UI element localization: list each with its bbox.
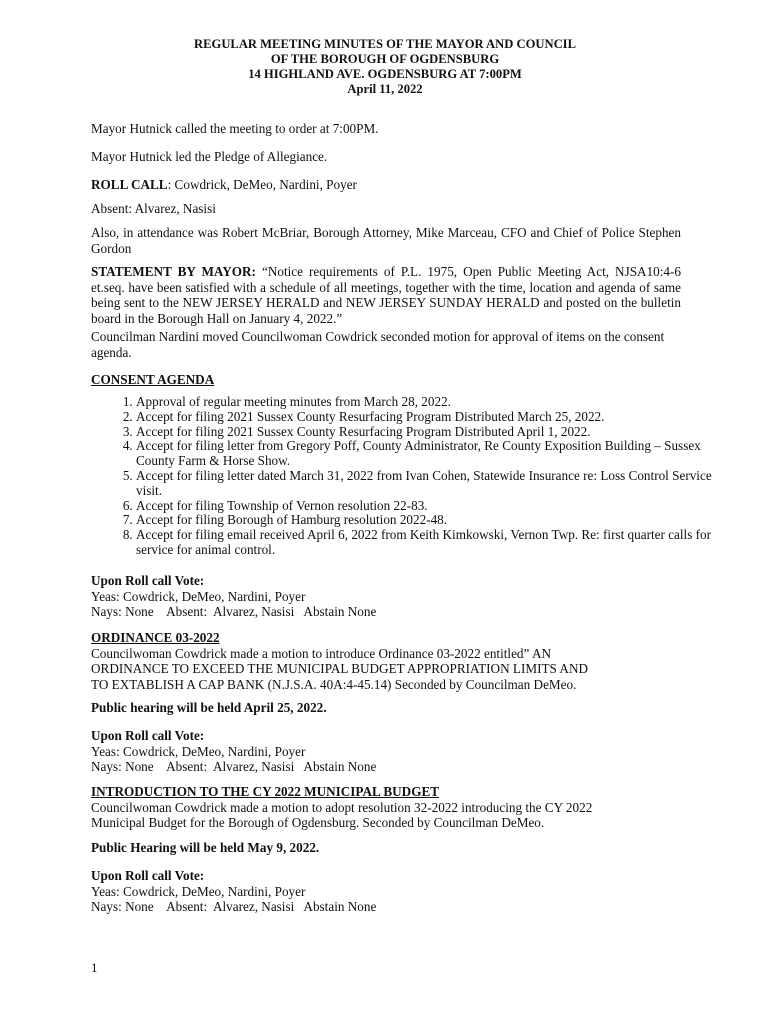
vote-label: Upon Roll call Vote: (91, 573, 205, 588)
ordinance-heading: ORDINANCE 03-2022 (91, 630, 220, 645)
ordinance-hearing: Public hearing will be held April 25, 2022. (91, 700, 327, 715)
roll-call-vote (91, 868, 681, 915)
pledge: Mayor Hutnick led the Pledge of Allegiance. (91, 149, 328, 164)
header-title: REGULAR MEETING MINUTES OF THE MAYOR AND COUNCIL (194, 37, 576, 51)
list-item: 6. Accept for filing Township of Vernon resolution 22-83. (136, 499, 726, 514)
budget-hearing: Public Hearing will be held May 9, 2022. (91, 840, 320, 855)
header-borough: OF THE BOROUGH OF OGDENSBURG (270, 52, 500, 66)
minutes-header (0, 37, 770, 97)
vote-label: Upon Roll call Vote: (91, 728, 205, 743)
header-date: April 11, 2022 (347, 82, 423, 96)
list-item: 7. Accept for filing Borough of Hamburg resolution 2022-48. (136, 513, 726, 528)
list-item: 3. Accept for filing 2021 Sussex County Resurfacing Program Distributed April 1, 2022. (136, 425, 726, 440)
vote-nays: Nays: None Absent: Alvarez, Nasisi Abstain None (91, 604, 377, 619)
page-number: 1 (91, 960, 98, 975)
call-to-order: Mayor Hutnick called the meeting to order at 7:00PM. (91, 121, 379, 136)
consent-agenda-list (91, 395, 726, 558)
consent-agenda-heading: CONSENT AGENDA (91, 372, 215, 387)
budget-section (91, 784, 681, 831)
list-item: 5. Accept for filing letter dated March 31, 2022 from Ivan Cohen, Statewide Insurance re: Loss Control Service visit. (136, 469, 726, 499)
list-item: 8. Accept for filing email received April 6, 2022 from Keith Kimkowski, Vernon Twp. Re: first quarter calls for service for animal control. (136, 528, 726, 558)
roll-call-label: ROLL CALL (91, 177, 168, 192)
mayor-statement-text: “Notice requirements of P.L. 1975, Open Public Meeting Act, NJSA10:4-6 et.seq. have been satisfied with a schedule of all meetings, together with the time, location and agenda of same being sent to the NEW JERSEY HERALD and NEW JERSEY SUNDAY HERALD and posted on the bulletin board in the Borough Hall on January 4, 2022.” (91, 264, 681, 326)
header-location: 14 HIGHLAND AVE. OGDENSBURG AT 7:00PM (248, 67, 522, 81)
roll-call-vote (91, 728, 681, 775)
mayor-statement (91, 264, 681, 326)
list-item: 4. Accept for filing letter from Gregory Poff, County Administrator, Re County Exposition Building – Sussex County Farm & Horse Show. (136, 439, 726, 469)
roll-call-vote (91, 573, 681, 620)
budget-heading: INTRODUCTION TO THE CY 2022 MUNICIPAL BUDGET (91, 784, 440, 799)
vote-yeas: Yeas: Cowdrick, DeMeo, Nardini, Poyer (91, 883, 306, 899)
roll-call (91, 177, 681, 193)
vote-nays: Nays: None Absent: Alvarez, Nasisi Abstain None (91, 759, 377, 774)
ordinance-text-line: ORDINANCE TO EXCEED THE MUNICIPAL BUDGET APPROPRIATION LIMITS AND (91, 661, 588, 676)
ordinance-text-line: Councilwoman Cowdrick made a motion to introduce Ordinance 03-2022 entitled” AN (91, 645, 551, 661)
vote-yeas: Yeas: Cowdrick, DeMeo, Nardini, Poyer (91, 743, 306, 759)
consent-motion: Councilman Nardini moved Councilwoman Cowdrick seconded motion for approval of items on the consent agenda. (91, 329, 665, 360)
attendance: Also, in attendance was Robert McBriar, Borough Attorney, Mike Marceau, CFO and Chief of Police Stephen Gordon (91, 225, 681, 256)
list-item: 1. Approval of regular meeting minutes from March 28, 2022. (136, 395, 726, 410)
ordinance-section (91, 630, 681, 692)
vote-nays: Nays: None Absent: Alvarez, Nasisi Abstain None (91, 899, 377, 914)
roll-call-names: : Cowdrick, DeMeo, Nardini, Poyer (167, 177, 357, 192)
list-item: 2. Accept for filing 2021 Sussex County Resurfacing Program Distributed March 25, 2022. (136, 410, 726, 425)
ordinance-text-line: TO EXTABLISH A CAP BANK (N.J.S.A. 40A:4-45.14) Seconded by Councilman DeMeo. (91, 676, 577, 692)
vote-label: Upon Roll call Vote: (91, 868, 205, 883)
mayor-statement-label: STATEMENT BY MAYOR: (91, 264, 256, 279)
budget-text-line: Municipal Budget for the Borough of Ogdensburg. Seconded by Councilman DeMeo. (91, 815, 545, 830)
budget-text-line: Councilwoman Cowdrick made a motion to adopt resolution 32-2022 introducing the CY 2022 (91, 799, 593, 815)
vote-yeas: Yeas: Cowdrick, DeMeo, Nardini, Poyer (91, 588, 306, 604)
absent-members: Absent: Alvarez, Nasisi (91, 201, 216, 216)
